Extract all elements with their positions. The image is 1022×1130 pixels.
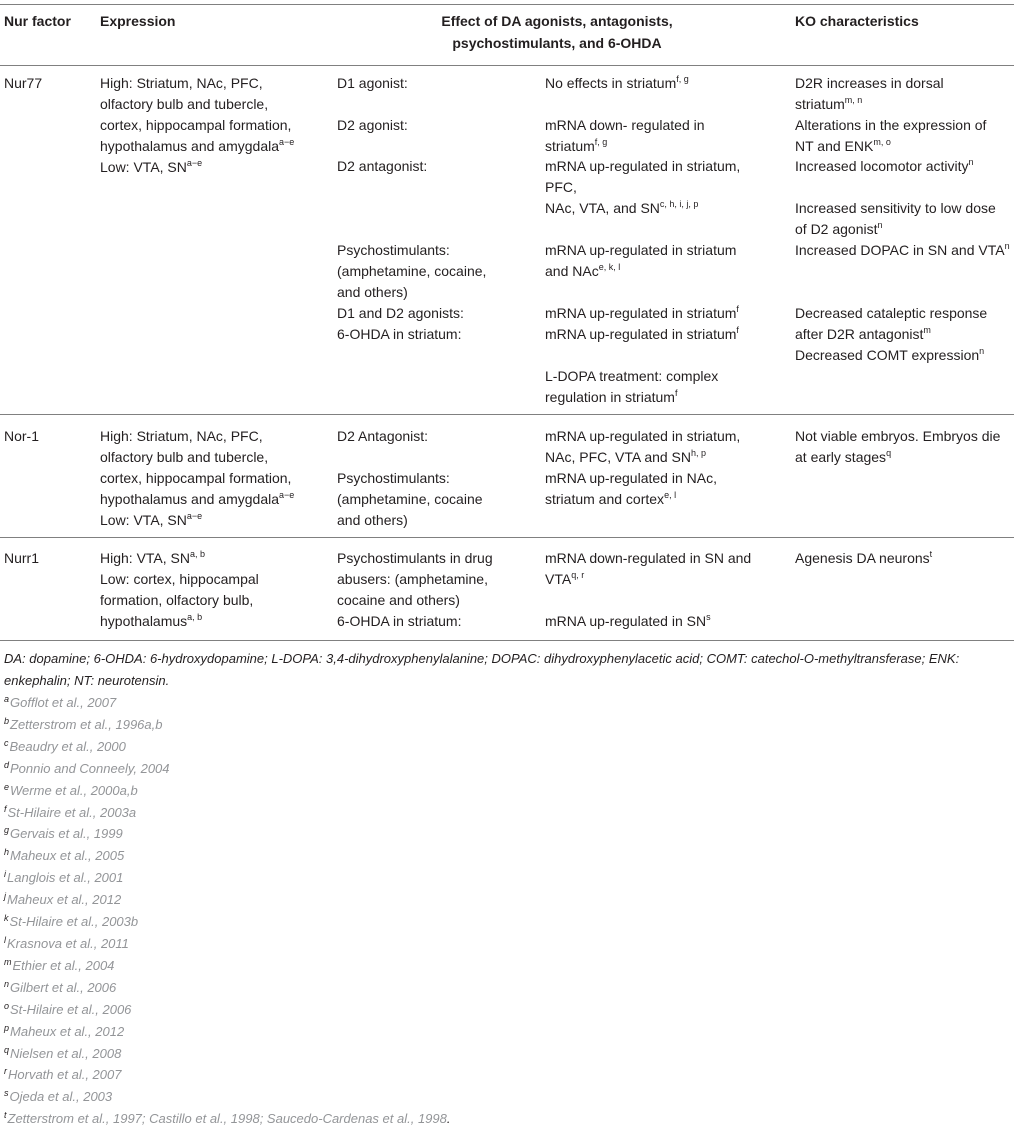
treatment-line: D2 agonist: <box>337 117 408 133</box>
citation-superscript: n <box>877 220 883 230</box>
result-line: L-DOPA treatment: complex <box>545 368 719 384</box>
citation-superscript: a, b <box>187 612 203 622</box>
reference-key: h <box>4 847 10 858</box>
citation-superscript: n <box>968 157 974 167</box>
reference-key: r <box>4 1066 7 1077</box>
result-line: striatum and cortex$^{e, l}$ <box>545 490 677 507</box>
expression-line: Low: cortex, hippocampal <box>100 571 259 587</box>
citation-superscript: q, r <box>571 570 585 580</box>
row-nur77-expression <box>100 73 294 178</box>
result-line: regulation in striatum$^f$ <box>545 388 678 405</box>
expression-line: formation, olfactory bulb, <box>100 592 254 608</box>
result-line: NAc, VTA, and SN$^{c, h, i, j, p}$ <box>545 199 699 216</box>
reference-item: $^j$Maheux et al., 2012 <box>4 891 122 908</box>
citation-superscript: t <box>929 549 933 559</box>
header-bottom-rule <box>0 65 1014 66</box>
abbreviations-line2: enkephalin; NT: neurotensin. <box>4 673 170 688</box>
treatment-line: (amphetamine, cocaine <box>337 491 483 507</box>
effect-result <box>545 468 717 510</box>
reference-item: $^e$Werme et al., 2000a,b <box>4 781 138 798</box>
reference-item: $^m$Ethier et al., 2004 <box>4 956 115 973</box>
ko-line: Alterations in the expression of <box>795 117 987 133</box>
citation-superscript: f, g <box>676 74 689 84</box>
reference-item: $^p$Maheux et al., 2012 <box>4 1022 125 1039</box>
citation-superscript: m, o <box>873 137 891 147</box>
reference-key: d <box>4 759 10 770</box>
abbreviations-line1: DA: dopamine; 6-OHDA: 6-hydroxydopamine; L-DOPA: 3,4-dihydroxyphenylalanine; DOPAC: dihydroxyphenylacetic acid; COMT: catechol-O-methyltransferase; ENK: <box>4 651 960 666</box>
result-line: mRNA up-regulated in striatum, <box>545 158 741 174</box>
nur77-row-divider <box>0 414 1014 415</box>
effect-treatment <box>337 115 408 136</box>
result-line: PFC, <box>545 179 577 195</box>
result-line: mRNA up-regulated in striatum$^f$ <box>545 304 739 321</box>
treatment-line: Psychostimulants: <box>337 242 450 258</box>
result-line: mRNA down- regulated in <box>545 117 705 133</box>
citation-superscript: q <box>886 448 892 458</box>
ko-characteristic <box>795 156 974 177</box>
effect-result <box>545 366 718 408</box>
ko-line: Increased DOPAC in SN and VTA$^n$ <box>795 241 1010 258</box>
reference-item: $^s$Ojeda et al., 2003 <box>4 1088 113 1105</box>
expression-line: hypothalamus$^{a, b}$ <box>100 612 203 629</box>
effect-treatment <box>337 468 483 531</box>
reference-key: l <box>4 934 6 945</box>
reference-item: $^g$Gervais et al., 1999 <box>4 825 123 842</box>
header-expression: Expression <box>100 13 176 29</box>
expression-line: High: VTA, SN$^{a, b}$ <box>100 549 206 566</box>
header-effect <box>337 10 777 54</box>
effect-treatment <box>337 548 493 632</box>
row-nurr1-expression <box>100 548 259 632</box>
header-ko: KO characteristics <box>795 13 919 29</box>
effect-treatment <box>337 73 408 94</box>
expression-line: olfactory bulb and tubercle, <box>100 96 269 112</box>
result-line: mRNA down-regulated in SN and <box>545 550 752 566</box>
result-line: VTA$^{q, r}$ <box>545 570 585 587</box>
ko-characteristic <box>795 426 1000 468</box>
ko-characteristic <box>795 303 987 366</box>
reference-key: t <box>4 1110 7 1121</box>
table-bottom-rule <box>0 640 1014 641</box>
citation-superscript: h, p <box>691 448 707 458</box>
header-effect-line2: psychostimulants, and 6-OHDA <box>452 35 662 51</box>
ko-line: Decreased cataleptic response <box>795 305 988 321</box>
reference-tail: . <box>446 1111 451 1127</box>
reference-key: o <box>4 1000 10 1011</box>
reference-key: e <box>4 781 10 792</box>
reference-item: $^h$Maheux et al., 2005 <box>4 847 125 864</box>
citation-superscript: a−e <box>279 490 295 500</box>
treatment-line: D2 Antagonist: <box>337 428 429 444</box>
reference-key: q <box>4 1044 10 1055</box>
treatment-line: cocaine and others) <box>337 592 460 608</box>
expression-line: hypothalamus and amygdala$^{a-e}$ <box>100 137 295 154</box>
treatment-line: 6-OHDA in striatum: <box>337 326 462 342</box>
ko-line: after D2R antagonist$^m$ <box>795 325 931 342</box>
ko-line: Decreased COMT expression$^n$ <box>795 346 985 363</box>
ko-line: Increased sensitivity to low dose <box>795 200 996 216</box>
reference-item: $^k$St-Hilaire et al., 2003b <box>4 913 139 930</box>
ko-characteristic <box>795 240 1010 261</box>
expression-line: hypothalamus and amygdala$^{a-e}$ <box>100 490 295 507</box>
ko-line: at early stages$^q$ <box>795 448 892 465</box>
reference-key: p <box>4 1022 10 1033</box>
expression-line: High: Striatum, NAc, PFC, <box>100 428 263 444</box>
reference-item: $^q$Nielsen et al., 2008 <box>4 1044 122 1061</box>
reference-key: m <box>4 956 12 967</box>
reference-key: b <box>4 715 10 726</box>
reference-key: i <box>4 869 6 880</box>
ko-line: Increased locomotor activity$^n$ <box>795 157 974 174</box>
reference-item: $^d$Ponnio and Conneely, 2004 <box>4 759 170 776</box>
result-line: mRNA up-regulated in striatum <box>545 242 737 258</box>
reference-key: f <box>4 803 7 814</box>
reference-key: j <box>4 891 6 902</box>
ko-line: striatum$^{m, n}$ <box>795 95 863 112</box>
effect-result <box>545 303 739 345</box>
citation-superscript: a−e <box>186 158 203 168</box>
citation-superscript: s <box>706 612 711 622</box>
treatment-line: Psychostimulants: <box>337 470 450 486</box>
citation-superscript: a−e <box>186 511 203 521</box>
ko-characteristic <box>795 73 944 115</box>
reference-list <box>4 692 1014 1130</box>
citation-superscript: f <box>736 304 739 314</box>
citation-superscript: m, n <box>844 95 863 105</box>
reference-item: $^n$Gilbert et al., 2006 <box>4 978 117 995</box>
ko-line: NT and ENK$^{m, o}$ <box>795 137 891 154</box>
result-line: NAc, PFC, VTA and SN$^{h, p}$ <box>545 448 707 465</box>
effect-result <box>545 240 736 282</box>
row-nur77-factor: Nur77 <box>4 75 43 91</box>
result-line: and NAc$^{e, k, l}$ <box>545 262 621 279</box>
treatment-line: (amphetamine, cocaine, <box>337 263 487 279</box>
ko-characteristic <box>795 198 996 240</box>
effect-result <box>545 115 705 157</box>
expression-line: olfactory bulb and tubercle, <box>100 449 269 465</box>
treatment-line: and others) <box>337 284 408 300</box>
citation-superscript: f <box>674 388 678 398</box>
reference-item: $^a$Gofflot et al., 2007 <box>4 694 117 710</box>
header-effect-line1: Effect of DA agonists, antagonists, <box>441 13 673 29</box>
ko-line: D2R increases in dorsal <box>795 75 944 91</box>
expression-line: cortex, hippocampal formation, <box>100 470 292 486</box>
citation-superscript: a−e <box>279 137 295 147</box>
effect-result <box>545 156 740 219</box>
effect-result <box>545 73 689 94</box>
table-top-rule <box>0 4 1014 5</box>
result-line: mRNA up-regulated in NAc, <box>545 470 717 486</box>
citation-superscript: e, l <box>664 490 677 500</box>
effect-treatment <box>337 426 428 447</box>
reference-item: $^o$St-Hilaire et al., 2006 <box>4 1000 132 1017</box>
result-line: striatum$^{f, g}$ <box>545 137 608 154</box>
expression-line: Low: VTA, $SN^{a-e}$ <box>100 511 203 528</box>
treatment-line: Psychostimulants in drug <box>337 550 493 566</box>
expression-line: High: Striatum, NAc, PFC, <box>100 75 263 91</box>
abbreviations-note <box>4 648 1014 692</box>
nor1-row-divider <box>0 537 1014 538</box>
reference-key: g <box>4 825 10 836</box>
reference-item: $^i$Langlois et al., 2001 <box>4 869 124 886</box>
reference-key: k <box>4 913 9 924</box>
citation-superscript: n <box>979 346 985 356</box>
row-nor1-factor: Nor-1 <box>4 428 40 444</box>
ko-characteristic <box>795 115 986 157</box>
citation-superscript: c, h, i, j, p <box>659 199 699 209</box>
reference-item: $^f$St-Hilaire et al., 2003a <box>4 803 137 820</box>
citation-superscript: m <box>923 325 931 335</box>
expression-line: cortex, hippocampal formation, <box>100 117 292 133</box>
ko-characteristic <box>795 548 932 569</box>
reference-item: $^l$Krasnova et al., 2011 <box>4 934 129 951</box>
effect-result <box>545 548 751 590</box>
treatment-line: D2 antagonist: <box>337 158 428 174</box>
reference-item: $^r$Horvath et al., 2007 <box>4 1066 122 1083</box>
reference-key: n <box>4 978 10 989</box>
ko-line: Agenesis DA neurons$^t$ <box>795 549 933 566</box>
effect-treatment <box>337 240 486 303</box>
reference-item: $^c$Beaudry et al., 2000 <box>4 737 126 754</box>
expression-line: Low: VTA, $SN^{a-e}$ <box>100 158 203 175</box>
ko-line: Not viable embryos. Embryos die <box>795 428 1001 444</box>
reference-key: a <box>4 694 10 704</box>
header-nur-factor: Nur factor <box>4 13 71 29</box>
result-line: mRNA up-regulated in striatum$^f$ <box>545 325 739 342</box>
effect-result <box>545 426 740 468</box>
result-line: mRNA up-regulated in $SN^s$ <box>545 612 711 629</box>
reference-key: c <box>4 737 9 748</box>
row-nor1-expression <box>100 426 294 531</box>
citation-superscript: e, k, l <box>598 262 621 272</box>
treatment-line: 6-OHDA in striatum: <box>337 613 462 629</box>
ko-line: of D2 agonist$^n$ <box>795 220 883 237</box>
citation-superscript: n <box>1004 241 1010 251</box>
treatment-line: D1 agonist: <box>337 75 408 91</box>
reference-item: $^b$Zetterstrom et al., 1996a,b <box>4 715 163 732</box>
effect-treatment <box>337 156 427 177</box>
effect-result <box>545 611 711 632</box>
citation-superscript: a, b <box>190 549 206 559</box>
citation-superscript: f, g <box>594 137 608 147</box>
row-nurr1-factor: Nurr1 <box>4 550 40 566</box>
reference-item: $^t$Zetterstrom et al., 1997; Castillo et al., 1998; Saucedo-Cardenas et al., 1998. <box>4 1110 451 1127</box>
result-line: mRNA up-regulated in striatum, <box>545 428 741 444</box>
treatment-line: abusers: (amphetamine, <box>337 571 488 587</box>
treatment-line: and others) <box>337 512 408 528</box>
treatment-line: D1 and D2 agonists: <box>337 305 464 321</box>
result-line: No effects in striatum$^{f, g}$ <box>545 74 689 91</box>
reference-key: s <box>4 1088 9 1099</box>
citation-superscript: f <box>736 325 739 335</box>
effect-treatment <box>337 303 464 345</box>
